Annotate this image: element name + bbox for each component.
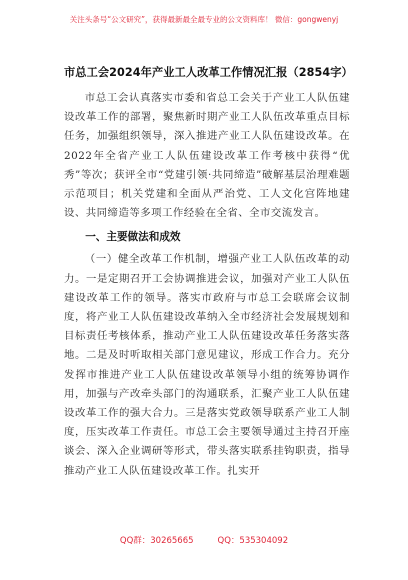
qq-group-text: QQ群：30265665 <box>119 536 194 546</box>
section-paragraph: （一）健全改革工作机制，增强产业工人队伍改革的动力。一是定期召开工会协调推进会议，加强对产业工人队伍建设改革工作的领导。落实市政府与市总工会联席会议制度，将产业工人队伍建设改革纳入全市经济社会发展规划和目标责任考核体系，推动产业工人队伍建设改革任务落实落地。二是及时听取相关部门意见建议，形成工作合力。充分发挥市推进产业工人队伍建设改革领导小组的统筹协调作用，加强与产改牵头部门的沟通联系，汇聚产业工人队伍建设改革工作的强大合力。三是落实党政领导联系产业工人制度，压实改革工作责任。市总工会主要领导通过主持召开座谈会、深入企业调研等形式，带头落实联系挂钩职责，指导推动产业工人队伍建设改革工作。扎实开 <box>64 253 350 477</box>
intro-paragraph: 市总工会认真落实市委和省总工会关于产业工人队伍建设改革工作的部署，聚焦新时期产业工人队伍改革重点目标任务，加强组织领导，深入推进产业工人队伍建设改革。在2022年全省产业工人队伍建设改革工作考核中获得“优秀”等次；获评全市“党建引领·共同缔造”破解基层治理难题示范项目；机关党建和全面从严治党、工人文化宫阵地建设、共同缔造等多项工作经验在全省、全市交流发言。 <box>64 92 350 220</box>
top-promo-banner: 关注头条号“公文研究”，获得最新最全最专业的公文资料库！ 微信：gongwenyj <box>69 15 339 24</box>
section-heading: 一、主要做法和成效 <box>85 231 181 244</box>
document-title: 市总工会2024年产业工人改革工作情况汇报（2854字） <box>64 66 353 79</box>
qq-contact-text: QQ：535304092 <box>217 536 289 546</box>
footer-contact-bar <box>0 534 408 546</box>
document-body <box>64 64 353 481</box>
